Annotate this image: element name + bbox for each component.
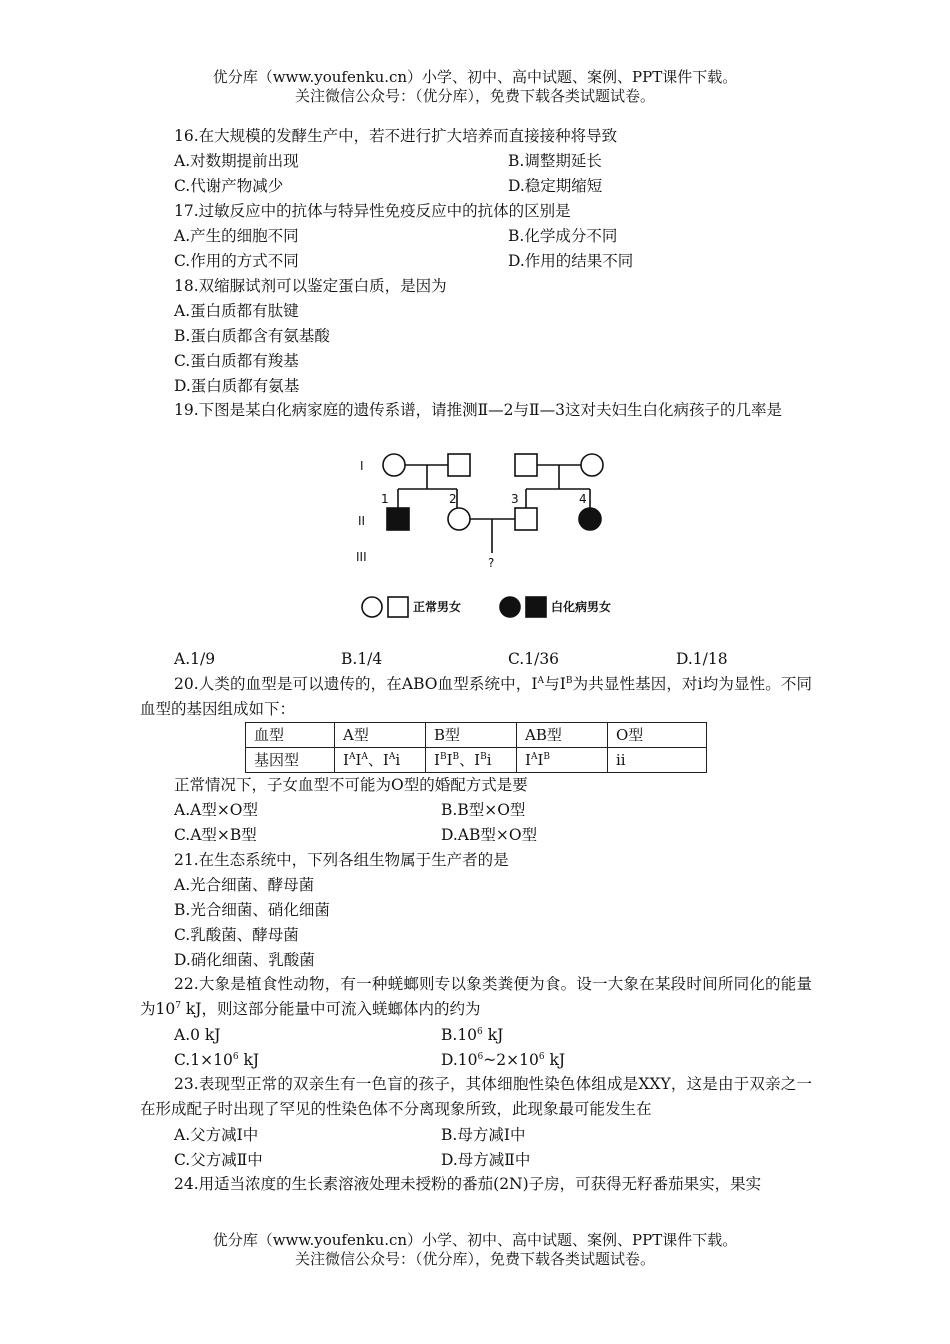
- footer-line-2: 关注微信公众号：（优分库），免费下载各类试题试卷。: [294, 1250, 655, 1268]
- q20-option-c: C.A型×B型: [174, 826, 257, 844]
- q23-option-b: B.母方减Ⅰ中: [441, 1126, 526, 1144]
- q20-option-b: B.B型×O型: [441, 801, 526, 819]
- q23-option-c: C.父方减Ⅱ中: [174, 1151, 263, 1169]
- q18-option-d: D.蛋白质都有氨基: [174, 377, 300, 395]
- legend-albino-male-icon: [526, 597, 546, 617]
- q17-option-d: D.作用的结果不同: [508, 252, 634, 270]
- q18-option-a: A.蛋白质都有肽键: [174, 302, 299, 320]
- q24-stem: 24.用适当浓度的生长素溶液处理未授粉的番茄(2N)子房，可获得无籽番茄果实，果实: [174, 1175, 762, 1193]
- pedigree-num-1: 1: [381, 492, 389, 506]
- pedigree-I-female-2: [581, 454, 603, 476]
- genotype-b-cell: $I^BI^B$、$I^Bi$: [426, 748, 517, 773]
- pedigree-II-2-female: [448, 508, 470, 530]
- q17-stem: 17.过敏反应中的抗体与特异性免疫反应中的抗体的区别是: [174, 202, 571, 220]
- legend-albino-label: 白化病男女: [551, 600, 612, 614]
- pedigree-num-3: 3: [511, 492, 519, 506]
- table-header-cell: B型: [426, 723, 517, 748]
- pedigree-II-1-affected-male: [387, 508, 409, 530]
- pedigree-gen-III-label: III: [356, 550, 367, 564]
- q17-option-a: A.产生的细胞不同: [174, 227, 299, 245]
- pedigree-I-male-2: [515, 454, 537, 476]
- table-row-label: 基因型: [246, 748, 335, 773]
- q19-option-c: C.1/36: [508, 650, 560, 668]
- q19-stem: 19.下图是某白化病家庭的遗传系谱，请推测Ⅱ—2与Ⅱ—3这对夫妇生白化病孩子的几率是: [174, 401, 782, 419]
- legend-normal-female-icon: [362, 597, 382, 617]
- pedigree-II-3-male: [515, 508, 537, 530]
- q16-option-c: C.代谢产物减少: [174, 177, 284, 195]
- q21-option-a: A.光合细菌、酵母菌: [174, 876, 315, 894]
- legend-normal-male-icon: [388, 597, 408, 617]
- q18-option-c: C.蛋白质都有羧基: [174, 352, 299, 370]
- q21-option-c: C.乳酸菌、酵母菌: [174, 926, 299, 944]
- blood-type-table: [245, 722, 707, 773]
- q20-option-a: A.A型×O型: [174, 801, 259, 819]
- q19-option-b: B.1/4: [341, 650, 383, 668]
- q23-option-d: D.母方减Ⅱ中: [441, 1151, 531, 1169]
- q16-option-d: D.稳定期缩短: [508, 177, 603, 195]
- q18-stem: 18.双缩脲试剂可以鉴定蛋白质，是因为: [174, 277, 447, 295]
- q20-question: 正常情况下，子女血型不可能为O型的婚配方式是要: [174, 776, 528, 794]
- genotype-a-cell: $I^AI^A$、$I^Ai$: [335, 748, 426, 773]
- pedigree-chart: [350, 445, 640, 625]
- genotype-ab-cell: $I^AI^B$: [517, 748, 608, 773]
- pedigree-unknown-child: ?: [488, 556, 495, 570]
- legend-albino-female-icon: [500, 597, 520, 617]
- q16-option-b: B.调整期延长: [508, 152, 602, 170]
- genotype-o-cell: ii: [608, 748, 707, 773]
- table-header-cell: O型: [608, 723, 707, 748]
- table-header-cell: AB型: [517, 723, 608, 748]
- q18-option-b: B.蛋白质都含有氨基酸: [174, 327, 330, 345]
- pedigree-gen-II-label: II: [358, 514, 366, 528]
- table-header-cell: 血型: [246, 723, 335, 748]
- q23-option-a: A.父方减Ⅰ中: [174, 1126, 259, 1144]
- q16-stem: 16.在大规模的发酵生产中，若不进行扩大培养而直接接种将导致: [174, 127, 618, 145]
- q22-option-c: $C.1\times 10^6$ kJ: [174, 1051, 260, 1069]
- legend-normal-label: 正常男女: [413, 600, 462, 614]
- pedigree-II-4-affected-female: [579, 508, 601, 530]
- header-line-1: 优分库（www.youfenku.cn）小学、初中、高中试题、案例、PPT课件下载。: [212, 68, 738, 86]
- pedigree-gen-I-label: I: [360, 459, 364, 473]
- q16-option-a: A.对数期提前出现: [174, 152, 299, 170]
- pedigree-num-2: 2: [449, 492, 457, 506]
- q21-option-b: B.光合细菌、硝化细菌: [174, 901, 330, 919]
- q22-stem: 22.大象是植食性动物，有一种蜣螂则专以象类粪便为食。设一大象在某段时间所同化的能量为$10^7$ kJ，则这部分能量中可流入蜣螂体内的约为: [140, 975, 812, 1018]
- pedigree-I-female-1: [383, 454, 405, 476]
- q22-option-a: A.0 kJ: [174, 1026, 221, 1044]
- q20-stem: 20.人类的血型是可以遗传的，在ABO血型系统中，$I^A$与$I^B$为共显性基因，对i均为显性。不同血型的基因组成如下：: [140, 675, 813, 718]
- header-line-2: 关注微信公众号：（优分库），免费下载各类试题试卷。: [294, 87, 655, 105]
- table-header-cell: A型: [335, 723, 426, 748]
- q21-option-d: D.硝化细菌、乳酸菌: [174, 951, 315, 969]
- q22-option-d: $D.10^6\sim 2\times 10^6$ kJ: [441, 1051, 566, 1069]
- q19-option-d: D.1/18: [676, 650, 728, 668]
- pedigree-num-4: 4: [579, 492, 587, 506]
- q17-option-c: C.作用的方式不同: [174, 252, 299, 270]
- q22-option-b: $B.10^6$ kJ: [441, 1026, 504, 1044]
- q19-option-a: A.1/9: [174, 650, 216, 668]
- q21-stem: 21.在生态系统中，下列各组生物属于生产者的是: [174, 851, 509, 869]
- pedigree-I-male-1: [448, 454, 470, 476]
- q20-option-d: D.AB型×O型: [441, 826, 538, 844]
- footer-line-1: 优分库（www.youfenku.cn）小学、初中、高中试题、案例、PPT课件下载。: [212, 1231, 738, 1249]
- q23-stem: 23.表现型正常的双亲生有一色盲的孩子，其体细胞性染色体组成是XXY，这是由于双亲之一在形成配子时出现了罕见的性染色体不分离现象所致，此现象最可能发生在: [140, 1075, 812, 1118]
- q17-option-b: B.化学成分不同: [508, 227, 618, 245]
